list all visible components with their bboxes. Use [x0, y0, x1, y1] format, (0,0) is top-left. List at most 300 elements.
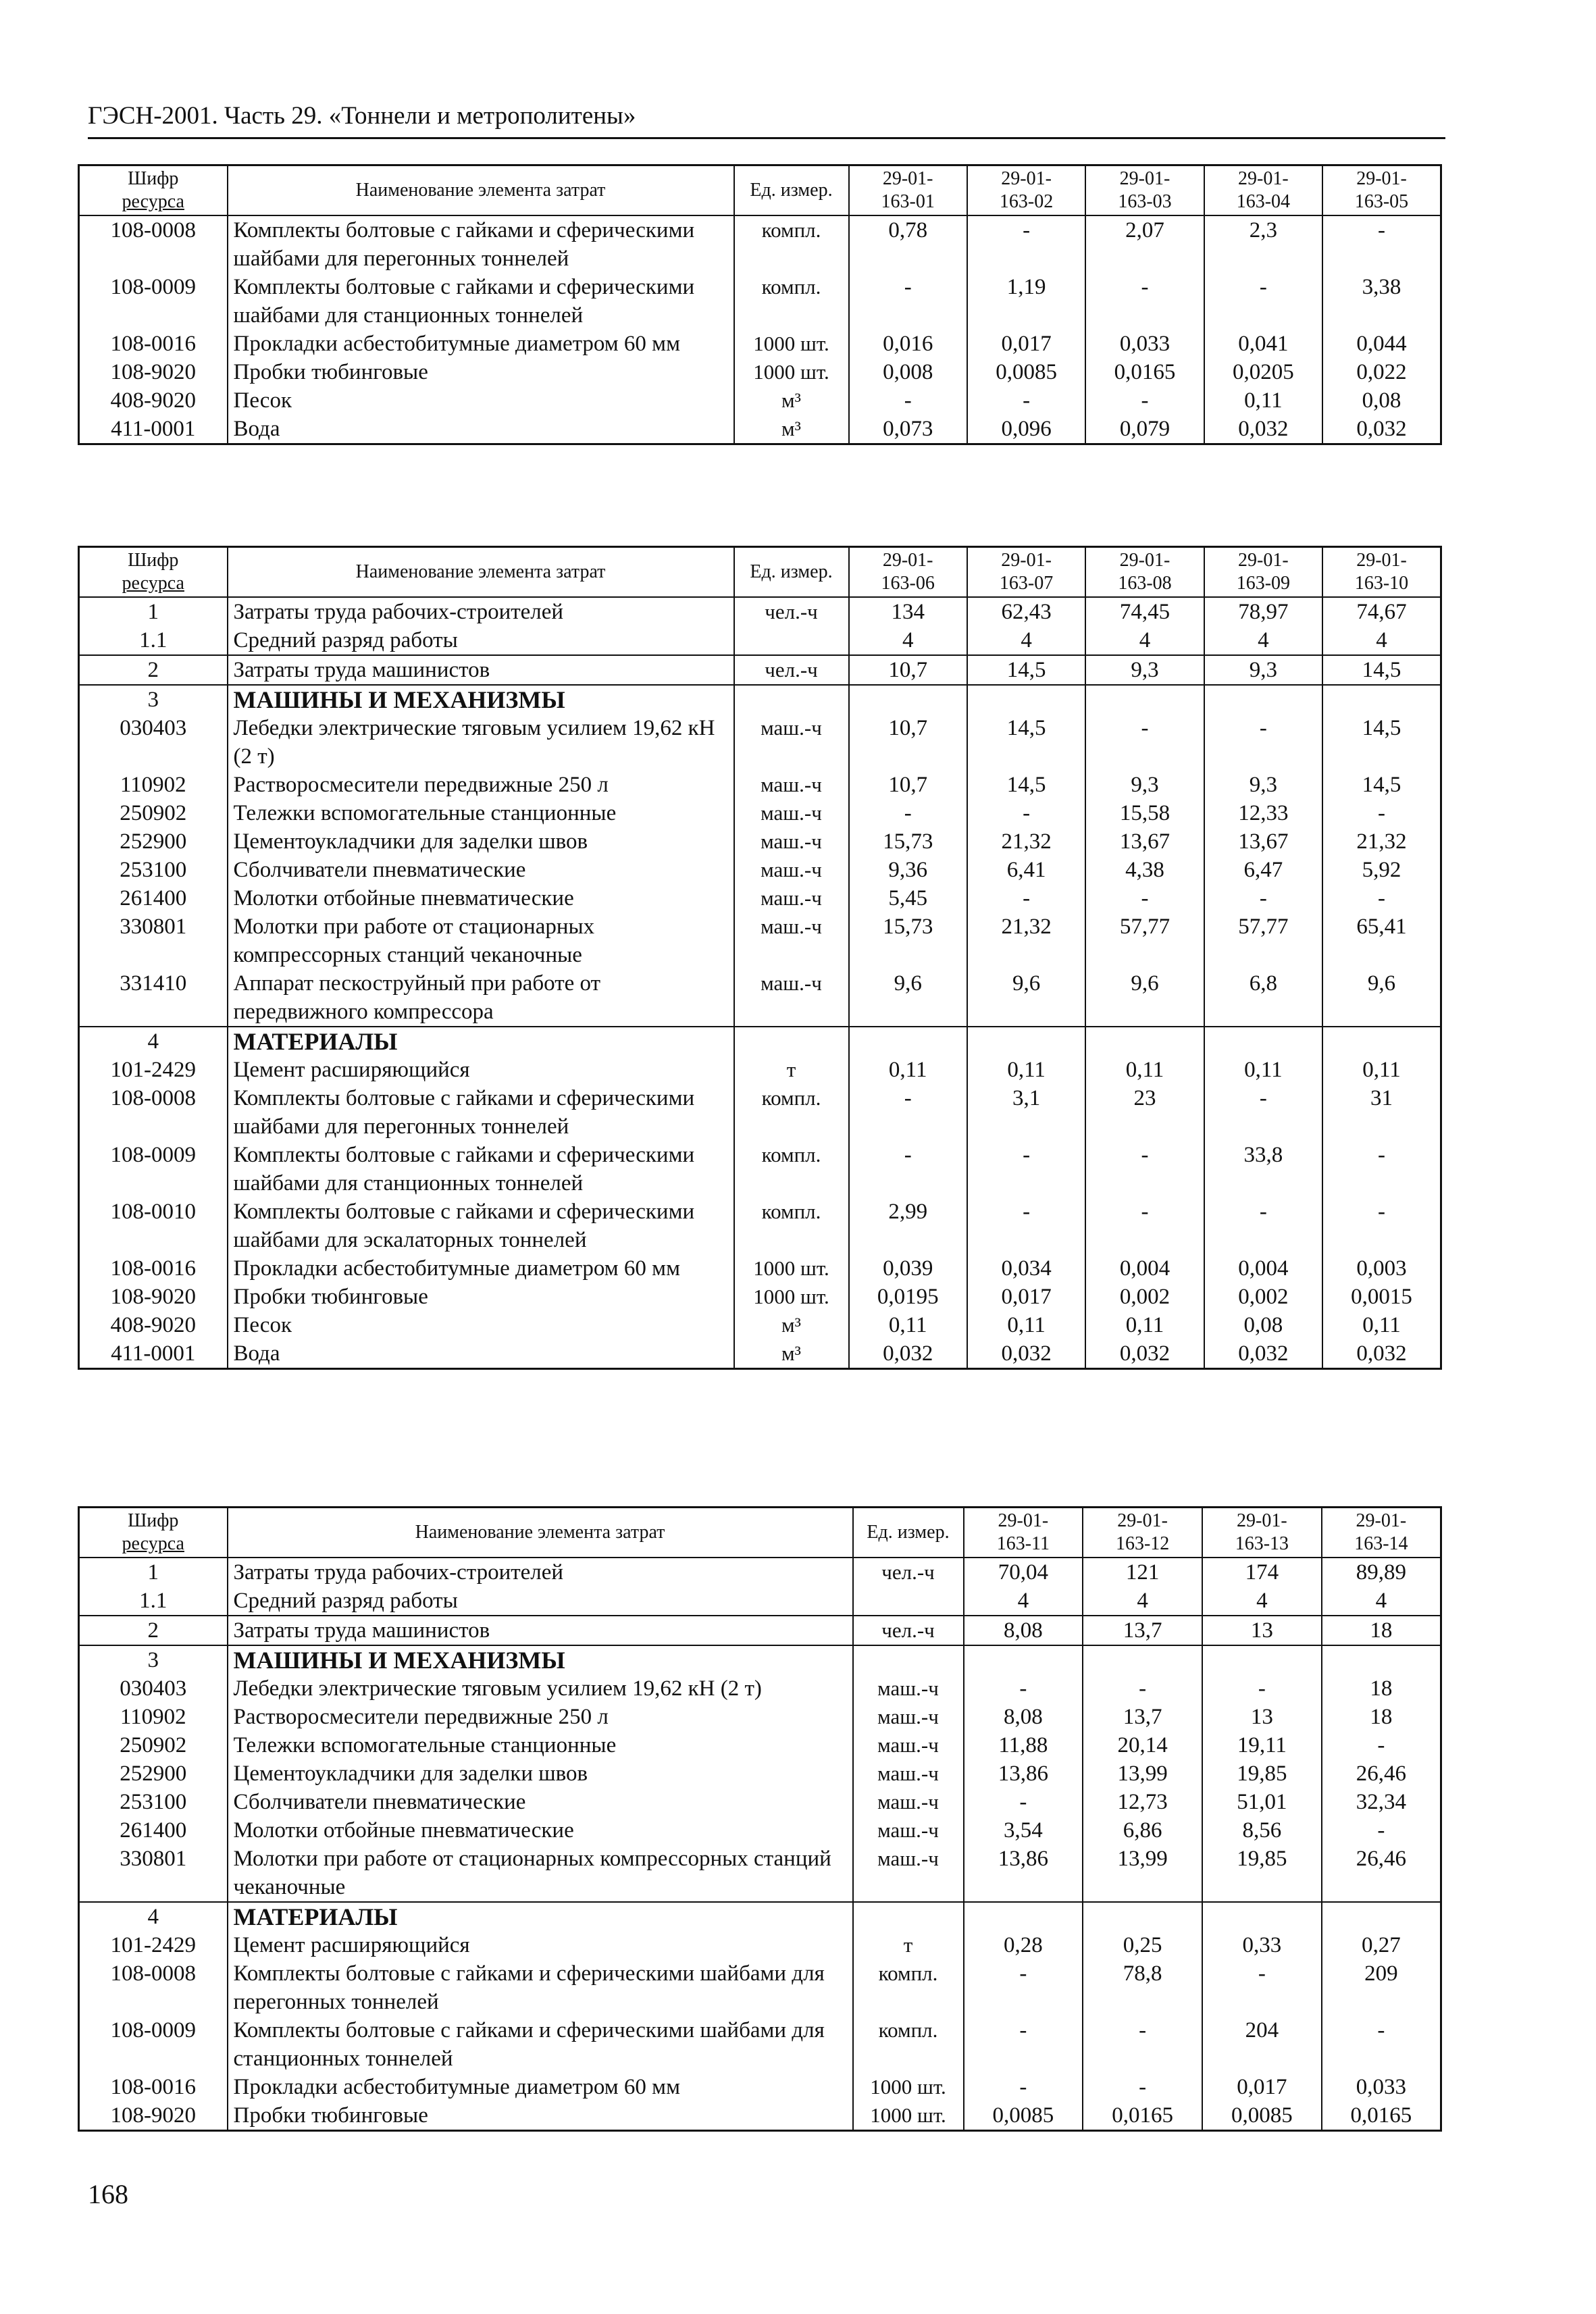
value-cell: 78,97	[1204, 597, 1322, 626]
value-cell: 0,033	[1085, 330, 1204, 358]
section-title: МАТЕРИАЛЫ	[228, 1902, 853, 1931]
value-cell: 13	[1202, 1703, 1322, 1731]
value-cell: 19,85	[1202, 1845, 1322, 1902]
resource-code: 3	[79, 685, 228, 714]
value-cell: 0,11	[1322, 1056, 1441, 1084]
norm-code-line: 29-01-	[1238, 550, 1289, 571]
value-cell: 0,78	[849, 215, 967, 273]
unit-cell: маш.-ч	[853, 1816, 964, 1845]
unit-cell: 1000 шт.	[734, 1283, 849, 1311]
norm-code-line: 29-01-	[882, 168, 933, 189]
value-cell: 9,3	[1204, 771, 1322, 799]
unit-cell: чел.-ч	[734, 655, 849, 685]
resource-code: 411-0001	[79, 415, 228, 444]
unit-cell: маш.-ч	[853, 1759, 964, 1788]
value-cell: 0,11	[1085, 1056, 1204, 1084]
value-cell: 6,41	[967, 856, 1085, 884]
unit-header: Ед. измер.	[734, 165, 849, 216]
value-cell: 14,5	[967, 714, 1085, 771]
norm-code-line: 29-01-	[1356, 550, 1407, 571]
unit-cell: чел.-ч	[853, 1616, 964, 1645]
value-cell: 32,34	[1322, 1788, 1441, 1816]
value-cell: 4	[1083, 1587, 1202, 1616]
resource-name: Затраты труда машинистов	[228, 1616, 853, 1645]
table-row	[79, 386, 1441, 415]
value-cell: 0,096	[967, 415, 1085, 444]
table-row	[79, 1084, 1441, 1141]
unit-cell: маш.-ч	[853, 1845, 964, 1902]
value-cell: -	[1085, 884, 1204, 912]
value-cell: 2,3	[1204, 215, 1322, 273]
value-cell: 0,0015	[1322, 1283, 1441, 1311]
value-cell: 4	[1322, 1587, 1441, 1616]
resource-code: 250902	[79, 799, 228, 827]
value-cell: 0,034	[967, 1254, 1085, 1283]
value-cell	[1085, 1027, 1204, 1056]
value-cell: 62,43	[967, 597, 1085, 626]
norm-code-header	[1322, 547, 1441, 598]
resource-name: Прокладки асбестобитумные диаметром 60 мм	[228, 330, 734, 358]
value-cell: 19,85	[1202, 1759, 1322, 1788]
value-cell: 0,08	[1204, 1311, 1322, 1339]
value-cell: 13	[1202, 1616, 1322, 1645]
resource-table-1	[78, 164, 1442, 445]
table-row	[79, 1703, 1441, 1731]
value-cell: 0,041	[1204, 330, 1322, 358]
value-cell: 6,86	[1083, 1816, 1202, 1845]
resource-code: 411-0001	[79, 1339, 228, 1369]
resource-code: 110902	[79, 1703, 228, 1731]
table-row	[79, 827, 1441, 856]
value-cell: -	[1202, 1674, 1322, 1703]
norm-code-line: 29-01-	[998, 1510, 1049, 1531]
value-cell: 0,032	[1322, 1339, 1441, 1369]
norm-code-line: 163-06	[881, 573, 935, 594]
value-cell: 209	[1322, 1959, 1441, 2016]
value-cell: -	[1083, 2016, 1202, 2073]
value-cell: 14,5	[1322, 771, 1441, 799]
norm-code-line: 29-01-	[1117, 1510, 1168, 1531]
section-title: МАТЕРИАЛЫ	[228, 1027, 734, 1056]
value-cell: 26,46	[1322, 1759, 1441, 1788]
resource-code: 261400	[79, 1816, 228, 1845]
resource-code: 110902	[79, 771, 228, 799]
value-cell: 21,32	[967, 912, 1085, 969]
value-cell: -	[849, 799, 967, 827]
unit-cell: м³	[734, 386, 849, 415]
unit-cell	[853, 1902, 964, 1931]
resource-code: 030403	[79, 1674, 228, 1703]
value-cell: 74,67	[1322, 597, 1441, 626]
resource-code: 1	[79, 1558, 228, 1587]
code-header-line: Шифр	[128, 1510, 179, 1531]
value-cell: -	[1322, 1141, 1441, 1198]
unit-cell: компл.	[734, 215, 849, 273]
value-cell: -	[1085, 386, 1204, 415]
value-cell: 15,73	[849, 827, 967, 856]
resource-name: Прокладки асбестобитумные диаметром 60 мм	[228, 2073, 853, 2101]
unit-cell: чел.-ч	[853, 1558, 964, 1587]
header-row	[79, 547, 1441, 598]
value-cell: 134	[849, 597, 967, 626]
value-cell: 0,073	[849, 415, 967, 444]
value-cell: 0,0085	[1202, 2101, 1322, 2131]
value-cell: 70,04	[964, 1558, 1083, 1587]
value-cell: 0,33	[1202, 1931, 1322, 1959]
resource-code: 101-2429	[79, 1931, 228, 1959]
value-cell: 31	[1322, 1084, 1441, 1141]
resource-code: 261400	[79, 884, 228, 912]
table-row	[79, 1931, 1441, 1959]
value-cell: -	[967, 1141, 1085, 1198]
value-cell: 4	[1085, 626, 1204, 655]
code-header-line: Шифр	[128, 550, 179, 571]
unit-cell: компл.	[734, 1084, 849, 1141]
resource-name: Затраты труда машинистов	[228, 655, 734, 685]
norm-code-line: 163-14	[1354, 1533, 1408, 1554]
resource-code: 108-9020	[79, 358, 228, 386]
value-cell: 57,77	[1085, 912, 1204, 969]
value-cell: 2,99	[849, 1198, 967, 1254]
table-row	[79, 1959, 1441, 2016]
table-row	[79, 1902, 1441, 1931]
value-cell: 15,73	[849, 912, 967, 969]
unit-header: Ед. измер.	[734, 547, 849, 598]
value-cell: 0,28	[964, 1931, 1083, 1959]
value-cell: 18	[1322, 1616, 1441, 1645]
value-cell: 204	[1202, 2016, 1322, 2073]
table-row	[79, 330, 1441, 358]
value-cell: -	[1322, 1816, 1441, 1845]
value-cell	[1322, 685, 1441, 714]
value-cell: 13,86	[964, 1845, 1083, 1902]
value-cell: 10,7	[849, 655, 967, 685]
resource-name: Прокладки асбестобитумные диаметром 60 мм	[228, 1254, 734, 1283]
value-cell: -	[1085, 1141, 1204, 1198]
value-cell: 9,6	[1322, 969, 1441, 1027]
code-header-line: ресурса	[122, 573, 184, 594]
value-cell: 51,01	[1202, 1788, 1322, 1816]
value-cell: 4	[964, 1587, 1083, 1616]
resource-name: Вода	[228, 1339, 734, 1369]
norm-code-line: 163-03	[1118, 191, 1172, 212]
table-row	[79, 2101, 1441, 2131]
norm-code-header	[967, 165, 1085, 216]
page-header: ГЭСН-2001. Часть 29. «Тоннели и метрополитены»	[88, 102, 636, 130]
norm-code-header	[1085, 165, 1204, 216]
value-cell: 0,032	[1204, 1339, 1322, 1369]
unit-cell: маш.-ч	[734, 771, 849, 799]
value-cell: -	[967, 884, 1085, 912]
unit-cell	[734, 685, 849, 714]
resource-code: 252900	[79, 827, 228, 856]
value-cell: 0,0195	[849, 1283, 967, 1311]
value-cell: 4	[1202, 1587, 1322, 1616]
norm-code-header	[1204, 547, 1322, 598]
table-row	[79, 215, 1441, 273]
resource-name: Аппарат пескоструйный при работе от передвижного компрессора	[228, 969, 734, 1027]
norm-code-line: 163-05	[1354, 191, 1409, 212]
code-header	[79, 1508, 228, 1558]
value-cell	[1083, 1902, 1202, 1931]
unit-cell: 1000 шт.	[853, 2073, 964, 2101]
value-cell: -	[1322, 2016, 1441, 2073]
norm-code-line: 29-01-	[1356, 1510, 1407, 1531]
table-row	[79, 1816, 1441, 1845]
resource-code: 108-0016	[79, 1254, 228, 1283]
unit-cell: компл.	[734, 273, 849, 330]
value-cell	[1085, 685, 1204, 714]
value-cell: -	[1322, 884, 1441, 912]
unit-cell: компл.	[734, 1141, 849, 1198]
resource-name: Растворосмесители передвижные 250 л	[228, 771, 734, 799]
value-cell: -	[964, 2016, 1083, 2073]
resource-code: 331410	[79, 969, 228, 1027]
resource-code: 108-0009	[79, 273, 228, 330]
value-cell: 9,6	[849, 969, 967, 1027]
value-cell: -	[964, 1959, 1083, 2016]
norm-code-line: 29-01-	[1001, 550, 1052, 571]
value-cell: 0,11	[849, 1056, 967, 1084]
value-cell: 11,88	[964, 1731, 1083, 1759]
table-row	[79, 655, 1441, 685]
value-cell: 0,017	[967, 330, 1085, 358]
table-row	[79, 1558, 1441, 1587]
resource-name: Тележки вспомогательные станционные	[228, 1731, 853, 1759]
resource-name: Сболчиватели пневматические	[228, 856, 734, 884]
value-cell: 3,38	[1322, 273, 1441, 330]
code-header-line: ресурса	[122, 1533, 184, 1554]
value-cell: 0,27	[1322, 1931, 1441, 1959]
value-cell: 0,039	[849, 1254, 967, 1283]
table-row	[79, 2073, 1441, 2101]
unit-cell: чел.-ч	[734, 597, 849, 626]
norm-code-line: 163-02	[999, 191, 1054, 212]
table-row	[79, 415, 1441, 444]
unit-cell: маш.-ч	[734, 969, 849, 1027]
name-header: Наименование элемента затрат	[228, 1508, 853, 1558]
value-cell: 18	[1322, 1703, 1441, 1731]
value-cell	[1083, 1645, 1202, 1674]
resource-name: Сболчиватели пневматические	[228, 1788, 853, 1816]
resource-code: 253100	[79, 856, 228, 884]
value-cell: 0,0205	[1204, 358, 1322, 386]
value-cell: 21,32	[1322, 827, 1441, 856]
value-cell: 0,033	[1322, 2073, 1441, 2101]
value-cell: 13,7	[1083, 1703, 1202, 1731]
value-cell: 3,54	[964, 1816, 1083, 1845]
table-row	[79, 2016, 1441, 2073]
norm-code-line: 29-01-	[1119, 550, 1170, 571]
resource-name: Молотки отбойные пневматические	[228, 1816, 853, 1845]
value-cell: 57,77	[1204, 912, 1322, 969]
value-cell: 12,33	[1204, 799, 1322, 827]
value-cell: -	[849, 1141, 967, 1198]
value-cell: -	[964, 1674, 1083, 1703]
value-cell: 4,38	[1085, 856, 1204, 884]
value-cell: 15,58	[1085, 799, 1204, 827]
norm-code-line: 29-01-	[1119, 168, 1170, 189]
table-row	[79, 714, 1441, 771]
unit-cell	[734, 626, 849, 655]
resource-name: Молотки при работе от стационарных компрессорных станций чеканочные	[228, 912, 734, 969]
value-cell: 0,11	[967, 1056, 1085, 1084]
value-cell: 2,07	[1085, 215, 1204, 273]
value-cell: 8,56	[1202, 1816, 1322, 1845]
resource-code: 108-0009	[79, 2016, 228, 2073]
resource-code: 408-9020	[79, 386, 228, 415]
resource-name: Молотки при работе от стационарных компрессорных станций чеканочные	[228, 1845, 853, 1902]
resource-name: Пробки тюбинговые	[228, 358, 734, 386]
value-cell: 13,67	[1085, 827, 1204, 856]
norm-code-line: 163-08	[1118, 573, 1172, 594]
value-cell: 13,99	[1083, 1759, 1202, 1788]
resource-table-2	[78, 546, 1442, 1370]
value-cell: 10,7	[849, 714, 967, 771]
unit-cell: 1000 шт.	[734, 358, 849, 386]
norm-code-header	[1202, 1508, 1322, 1558]
value-cell: -	[967, 215, 1085, 273]
table-row	[79, 358, 1441, 386]
resource-name: Пробки тюбинговые	[228, 1283, 734, 1311]
value-cell: 4	[1204, 626, 1322, 655]
unit-cell: компл.	[734, 1198, 849, 1254]
table-row	[79, 597, 1441, 626]
resource-name: Средний разряд работы	[228, 1587, 853, 1616]
resource-name: Затраты труда рабочих-строителей	[228, 1558, 853, 1587]
unit-cell: 1000 шт.	[734, 1254, 849, 1283]
table-row	[79, 771, 1441, 799]
value-cell: 33,8	[1204, 1141, 1322, 1198]
value-cell: -	[1204, 884, 1322, 912]
norm-code-line: 163-04	[1236, 191, 1291, 212]
unit-cell: маш.-ч	[853, 1731, 964, 1759]
value-cell: 8,08	[964, 1616, 1083, 1645]
unit-cell	[853, 1587, 964, 1616]
norm-code-header	[849, 165, 967, 216]
resource-code: 108-9020	[79, 1283, 228, 1311]
code-header-line: ресурса	[122, 191, 184, 212]
resource-code: 2	[79, 655, 228, 685]
resource-code: 108-9020	[79, 2101, 228, 2131]
value-cell: -	[1202, 1959, 1322, 2016]
value-cell: 0,004	[1085, 1254, 1204, 1283]
value-cell: 0,017	[967, 1283, 1085, 1311]
value-cell: 0,25	[1083, 1931, 1202, 1959]
unit-cell: м³	[734, 1311, 849, 1339]
value-cell: -	[967, 386, 1085, 415]
name-header: Наименование элемента затрат	[228, 547, 734, 598]
value-cell: 4	[1322, 626, 1441, 655]
value-cell: 1,19	[967, 273, 1085, 330]
table-row	[79, 1616, 1441, 1645]
value-cell: -	[1322, 1198, 1441, 1254]
resource-name: Пробки тюбинговые	[228, 2101, 853, 2131]
norm-code-header	[967, 547, 1085, 598]
value-cell	[1322, 1902, 1441, 1931]
resource-code: 101-2429	[79, 1056, 228, 1084]
value-cell: 8,08	[964, 1703, 1083, 1731]
resource-name: Комплекты болтовые с гайками и сферическими шайбами для станционных тоннелей	[228, 2016, 853, 2073]
unit-cell: 1000 шт.	[734, 330, 849, 358]
value-cell: 18	[1322, 1674, 1441, 1703]
value-cell: 0,002	[1085, 1283, 1204, 1311]
value-cell: 0,0085	[964, 2101, 1083, 2131]
value-cell	[964, 1902, 1083, 1931]
value-cell: -	[1085, 273, 1204, 330]
value-cell: 0,008	[849, 358, 967, 386]
value-cell: 0,11	[1204, 1056, 1322, 1084]
value-cell: 0,08	[1322, 386, 1441, 415]
unit-cell: т	[734, 1056, 849, 1084]
value-cell	[1204, 685, 1322, 714]
unit-cell: маш.-ч	[853, 1788, 964, 1816]
table-row	[79, 1759, 1441, 1788]
norm-code-header	[1322, 165, 1441, 216]
value-cell: 14,5	[1322, 714, 1441, 771]
value-cell	[1322, 1645, 1441, 1674]
value-cell: 65,41	[1322, 912, 1441, 969]
value-cell: -	[849, 386, 967, 415]
value-cell: 9,6	[1085, 969, 1204, 1027]
resource-name: Цемент расширяющийся	[228, 1056, 734, 1084]
resource-name: Цементоукладчики для заделки швов	[228, 827, 734, 856]
resource-code: 108-0008	[79, 215, 228, 273]
value-cell: 14,5	[967, 655, 1085, 685]
value-cell	[1202, 1645, 1322, 1674]
table-row	[79, 685, 1441, 714]
resource-code: 2	[79, 1616, 228, 1645]
value-cell: 13,67	[1204, 827, 1322, 856]
header-row	[79, 165, 1441, 216]
resource-name: Тележки вспомогательные станционные	[228, 799, 734, 827]
resource-name: Комплекты болтовые с гайками и сферическими шайбами для эскалаторных тоннелей	[228, 1198, 734, 1254]
value-cell: 78,8	[1083, 1959, 1202, 2016]
resource-name: Песок	[228, 386, 734, 415]
resource-code: 108-0010	[79, 1198, 228, 1254]
resource-code: 408-9020	[79, 1311, 228, 1339]
norm-code-header	[1204, 165, 1322, 216]
value-cell: -	[1322, 1731, 1441, 1759]
value-cell: -	[1083, 2073, 1202, 2101]
value-cell: 20,14	[1083, 1731, 1202, 1759]
resource-code: 108-0016	[79, 2073, 228, 2101]
name-header: Наименование элемента затрат	[228, 165, 734, 216]
unit-cell: м³	[734, 415, 849, 444]
unit-cell: т	[853, 1931, 964, 1959]
value-cell: -	[1322, 215, 1441, 273]
code-header-line: Шифр	[128, 168, 179, 189]
table-row	[79, 1141, 1441, 1198]
value-cell: 13,86	[964, 1759, 1083, 1788]
resource-name: Цементоукладчики для заделки швов	[228, 1759, 853, 1788]
value-cell: -	[967, 1198, 1085, 1254]
table-row	[79, 1674, 1441, 1703]
value-cell: -	[967, 799, 1085, 827]
unit-cell: маш.-ч	[734, 884, 849, 912]
value-cell: 0,017	[1202, 2073, 1322, 2101]
norm-code-header	[1085, 547, 1204, 598]
unit-cell: маш.-ч	[734, 856, 849, 884]
code-header	[79, 165, 228, 216]
resource-code: 250902	[79, 1731, 228, 1759]
norm-code-line: 163-11	[996, 1533, 1050, 1554]
value-cell: -	[964, 1788, 1083, 1816]
table-row	[79, 1587, 1441, 1616]
norm-code-line: 29-01-	[1237, 1510, 1287, 1531]
unit-cell: 1000 шт.	[853, 2101, 964, 2131]
value-cell: 23	[1085, 1084, 1204, 1141]
